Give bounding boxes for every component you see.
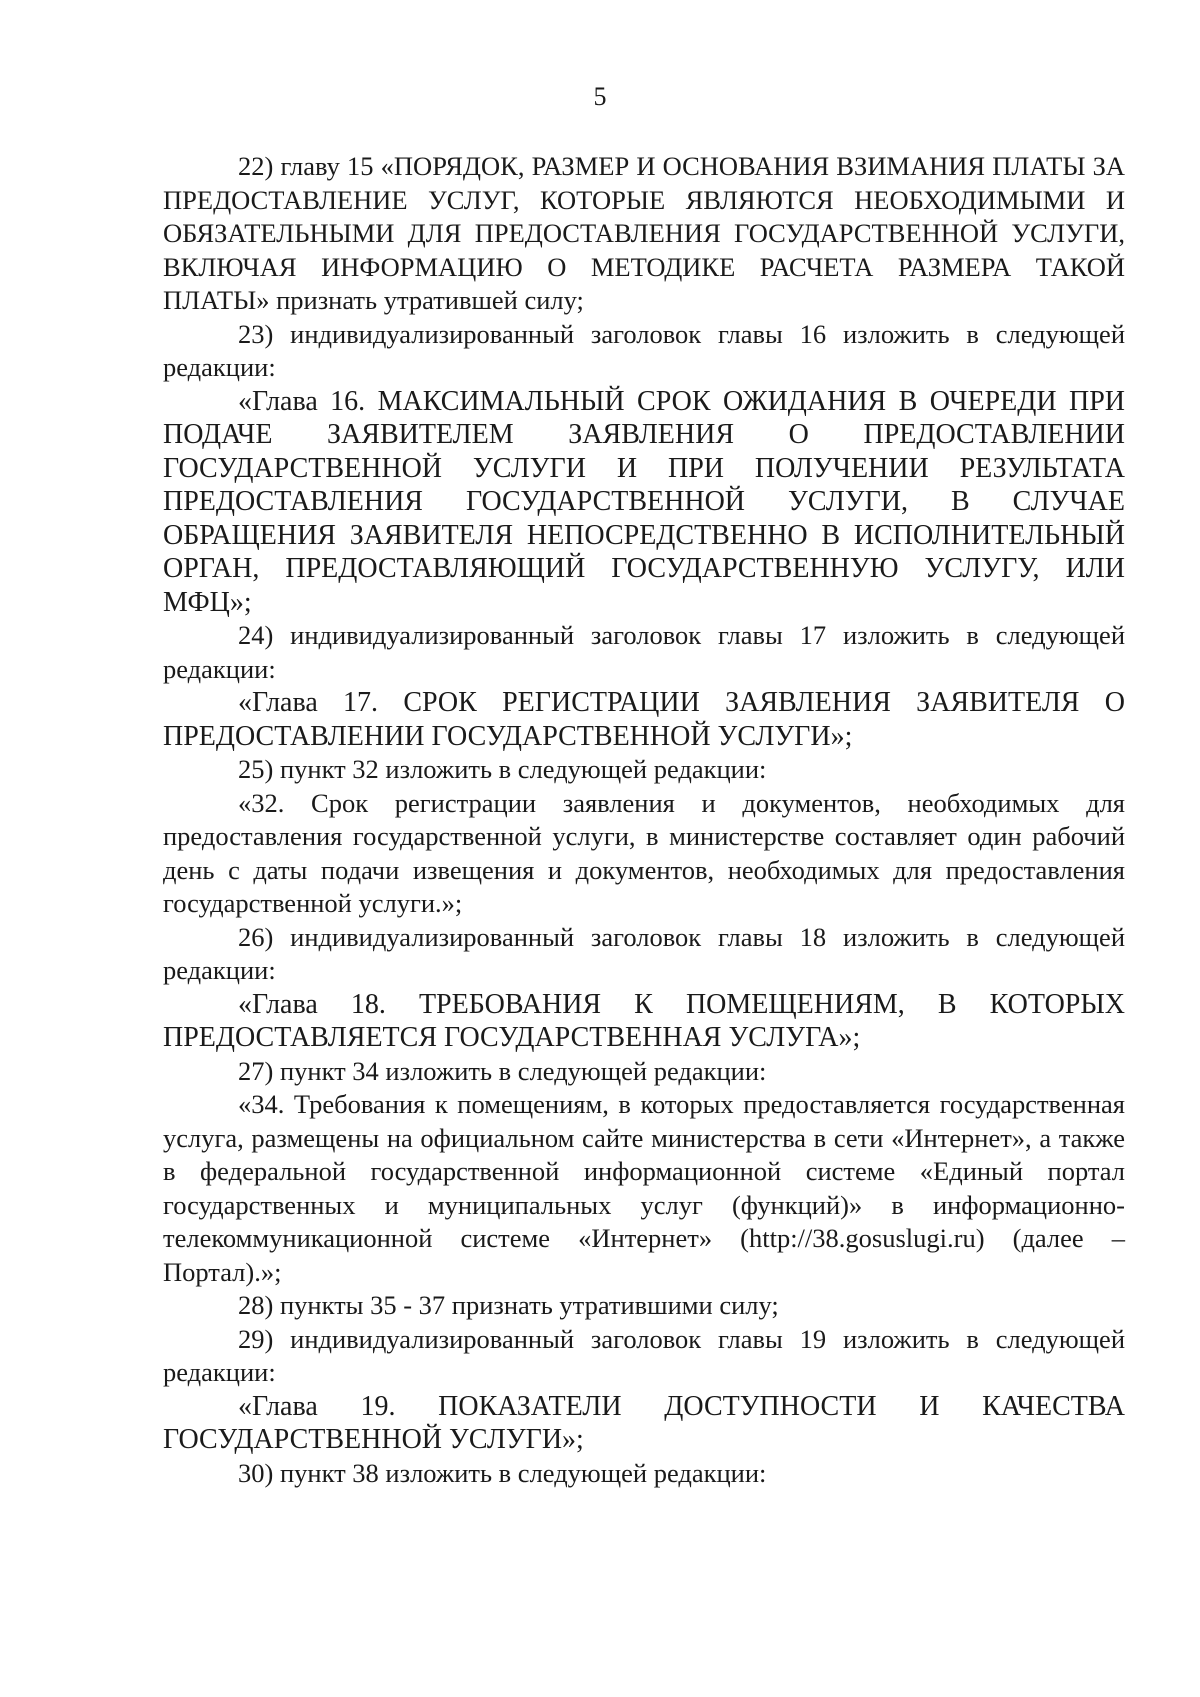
page-number: 5 xyxy=(593,82,607,111)
quoted-clause-32: «32. Срок регистрации заявления и документов, необходимых для предоставления государственной услуги, в министерстве составляет один рабочий день с даты подачи извещения и документов, необходимых для предоставления государственной услуги.»; xyxy=(163,787,1125,918)
paragraph-29: 29) индивидуализированный заголовок главы 19 изложить в следующей редакции: xyxy=(163,1323,1125,1387)
quoted-heading-chapter-16: «Глава 16. МАКСИМАЛЬНЫЙ СРОК ОЖИДАНИЯ В ОЧЕРЕДИ ПРИ ПОДАЧЕ ЗАЯВИТЕЛЕМ ЗАЯВЛЕНИЯ О ПРЕДОСТАВЛЕНИИ ГОСУДАРСТВЕННОЙ УСЛУГИ И ПРИ ПОЛУЧЕНИИ РЕЗУЛЬТАТА ПРЕДОСТАВЛЕНИЯ ГОСУДАРСТВЕННОЙ УСЛУГИ, В СЛУЧАЕ ОБРАЩЕНИЯ ЗАЯВИТЕЛЯ НЕПОСРЕДСТВЕННО В ИСПОЛНИТЕЛЬНЫЙ ОРГАН, ПРЕДОСТАВЛЯЮЩИЙ ГОСУДАРСТВЕННУЮ УСЛУГУ, ИЛИ МФЦ»; xyxy=(163,385,1125,618)
quoted-clause-34: «34. Требования к помещениям, в которых предоставляется государственная услуга, размещены на официальном сайте министерства в сети «Интернет», а также в федеральной государственной информационной системе «Единый портал государственных и муниципальных услуг (функций)» в информационно-телекоммуникационной системе «Интернет» (http://38.gosuslugi.ru) (далее – Портал).»; xyxy=(163,1089,1125,1287)
paragraph-26: 26) индивидуализированный заголовок главы 18 изложить в следующей редакции: xyxy=(163,921,1125,985)
paragraph-27: 27) пункт 34 изложить в следующей редакции: xyxy=(238,1055,767,1086)
quoted-heading-chapter-18: «Глава 18. ТРЕБОВАНИЯ К ПОМЕЩЕНИЯМ, В КОТОРЫХ ПРЕДОСТАВЛЯЕТСЯ ГОСУДАРСТВЕННАЯ УСЛУГА»; xyxy=(163,988,1125,1053)
paragraph-24: 24) индивидуализированный заголовок главы 17 изложить в следующей редакции: xyxy=(163,620,1125,684)
paragraph-25: 25) пункт 32 изложить в следующей редакции: xyxy=(238,754,767,784)
paragraph-28: 28) пункты 35 - 37 признать утратившими силу; xyxy=(238,1290,779,1320)
paragraph-22: 22) главу 15 «ПОРЯДОК, РАЗМЕР И ОСНОВАНИЯ ВЗИМАНИЯ ПЛАТЫ ЗА ПРЕДОСТАВЛЕНИЕ УСЛУГ, КОТОРЫЕ ЯВЛЯЮТСЯ НЕОБХОДИМЫМИ И ОБЯЗАТЕЛЬНЫМИ ДЛЯ ПРЕДОСТАВЛЕНИЯ ГОСУДАРСТВЕННОЙ УСЛУГИ, ВКЛЮЧАЯ ИНФОРМАЦИЮ О МЕТОДИКЕ РАСЧЕТА РАЗМЕРА ТАКОЙ ПЛАТЫ» признать утратившей силу; xyxy=(163,151,1125,315)
document-body xyxy=(163,150,1125,1490)
paragraph-30: 30) пункт 38 изложить в следующей редакции: xyxy=(238,1457,767,1488)
quoted-heading-chapter-19: «Глава 19. ПОКАЗАТЕЛИ ДОСТУПНОСТИ И КАЧЕСТВА ГОСУДАРСТВЕННОЙ УСЛУГИ»; xyxy=(163,1390,1125,1455)
paragraph-23: 23) индивидуализированный заголовок главы 16 изложить в следующей редакции: xyxy=(163,318,1125,382)
quoted-heading-chapter-17: «Глава 17. СРОК РЕГИСТРАЦИИ ЗАЯВЛЕНИЯ ЗАЯВИТЕЛЯ О ПРЕДОСТАВЛЕНИИ ГОСУДАРСТВЕННОЙ УСЛУГИ»; xyxy=(163,687,1125,752)
